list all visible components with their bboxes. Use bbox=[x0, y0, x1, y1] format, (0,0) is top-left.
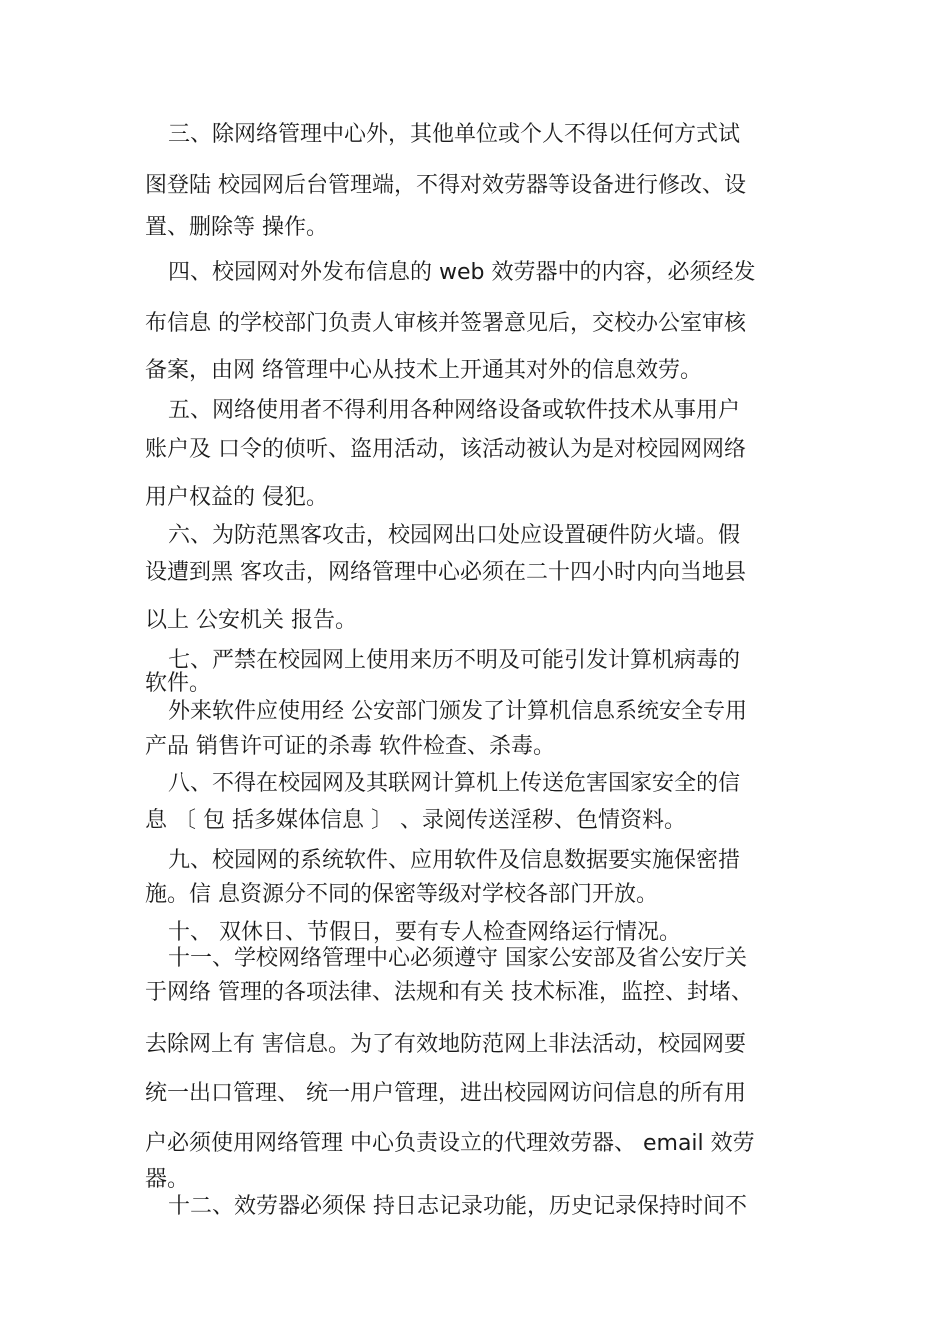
paragraph-4-line-1: 四、校园网对外发布信息的 web 效劳器中的内容，必须经发 bbox=[168, 260, 756, 285]
paragraph-9-line-2: 施。信 息资源分不同的保密等级对学校各部门开放。 bbox=[145, 882, 658, 907]
paragraph-7-line-2: 软件。 bbox=[145, 671, 212, 696]
paragraph-6-line-3: 以上 公安机关 报告。 bbox=[145, 608, 357, 633]
paragraph-3-line-1: 三、除网络管理中心外，其他单位或个人不得以任何方式试 bbox=[168, 122, 741, 147]
paragraph-5-line-3: 用户权益的 侵犯。 bbox=[145, 485, 328, 510]
paragraph-4-line-2: 布信息 的学校部门负责人审核并签署意见后，交校办公室审核 bbox=[145, 311, 746, 336]
paragraph-11-line-3: 去除网上有 害信息。为了有效地防范网上非法活动，校园网要 bbox=[145, 1032, 746, 1057]
paragraph-8-line-2: 息 〔 包 括多媒体信息 〕 、录阅传送淫秽、色情资料。 bbox=[145, 808, 686, 833]
paragraph-8-line-1: 八、不得在校园网及其联网计算机上传送危害国家安全的信 bbox=[168, 771, 741, 796]
paragraph-11-line-6: 器。 bbox=[145, 1167, 190, 1192]
paragraph-7-line-4: 产品 销售许可证的杀毒 软件检查、杀毒。 bbox=[145, 734, 555, 759]
paragraph-6-line-1: 六、为防范黑客攻击，校园网出口处应设置硬件防火墙。假 bbox=[168, 523, 741, 548]
paragraph-11-line-1: 十一、学校网络管理中心必须遵守 国家公安部及省公安厅关 bbox=[168, 946, 747, 971]
paragraph-11-line-2: 于网络 管理的各项法律、法规和有关 技术标准，监控、封堵、 bbox=[145, 980, 753, 1005]
paragraph-6-line-2: 设遭到黑 客攻击，网络管理中心必须在二十四小时内向当地县 bbox=[145, 560, 746, 585]
paragraph-5-line-2: 账户及 口令的侦听、盗用活动，该活动被认为是对校园网网络 bbox=[145, 437, 746, 462]
paragraph-12-line-1: 十二、效劳器必须保 持日志记录功能，历史记录保持时间不 bbox=[168, 1194, 747, 1219]
paragraph-7-line-1: 七、严禁在校园网上使用来历不明及可能引发计算机病毒的 bbox=[168, 648, 741, 673]
paragraph-7-line-3: 外来软件应使用经 公安部门颁发了计算机信息系统安全专用 bbox=[168, 699, 747, 724]
paragraph-10-line-1: 十、 双休日、节假日，要有专人检查网络运行情况。 bbox=[168, 920, 681, 945]
paragraph-4-line-3: 备案，由网 络管理中心从技术上开通其对外的信息效劳。 bbox=[145, 358, 702, 383]
paragraph-3-line-3: 置、删除等 操作。 bbox=[145, 215, 328, 240]
paragraph-11-line-5: 户必须使用网络管理 中心负责设立的代理效劳器、 email 效劳 bbox=[145, 1131, 755, 1156]
paragraph-11-line-4: 统一出口管理、 统一用户管理，进出校园网访问信息的所有用 bbox=[145, 1081, 746, 1106]
paragraph-3-line-2: 图登陆 校园网后台管理端，不得对效劳器等设备进行修改、设 bbox=[145, 173, 746, 198]
paragraph-5-line-1: 五、网络使用者不得利用各种网络设备或软件技术从事用户 bbox=[168, 398, 741, 423]
paragraph-9-line-1: 九、校园网的系统软件、应用软件及信息数据要实施保密措 bbox=[168, 848, 741, 873]
